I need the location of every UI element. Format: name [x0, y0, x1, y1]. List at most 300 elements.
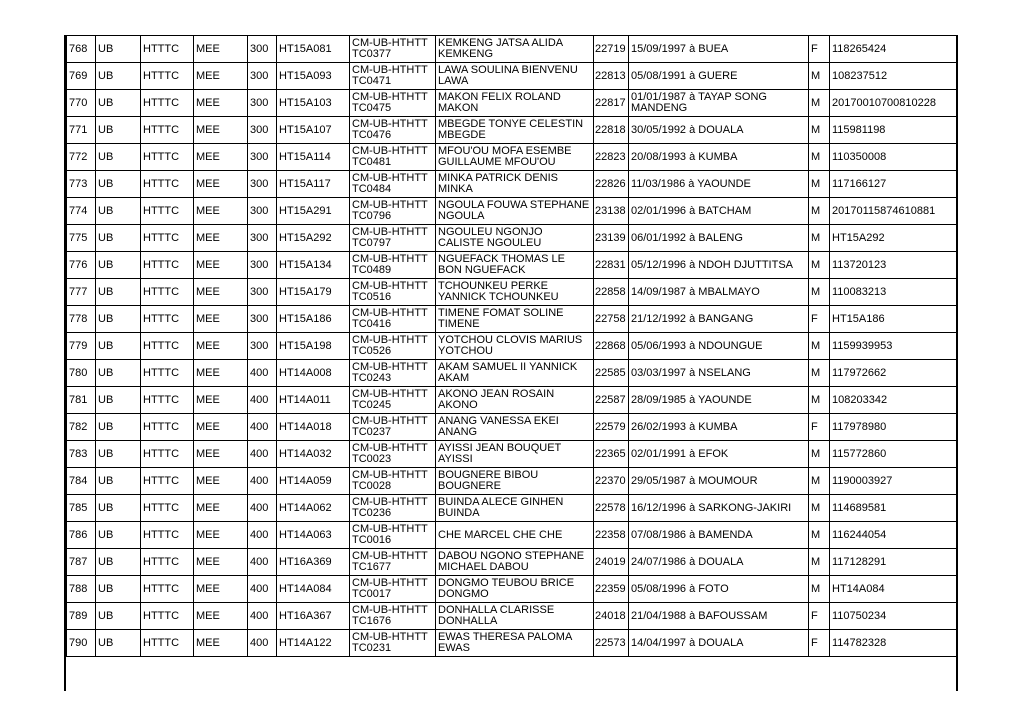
sex-cell: M [809, 198, 830, 225]
candidate-code-cell: CM-UB-HTHTTTC0245 [350, 387, 436, 414]
candidate-code-cell: CM-UB-HTHTTTC0016 [350, 522, 436, 549]
sex-cell: M [809, 360, 830, 387]
candidate-code-cell: CM-UB-HTHTTTC0476 [350, 117, 436, 144]
birth-date-place-cell: 05/08/1991 à GUERE [629, 63, 809, 90]
department-cell: MEE [194, 468, 248, 495]
number-cell: 22813 [594, 63, 629, 90]
university-cell: UB [96, 225, 141, 252]
birth-date-place-cell: 21/04/1988 à BAFOUSSAM [629, 603, 809, 630]
id-number-cell: 113720123 [830, 252, 957, 279]
birth-date-place-cell: 06/01/1992 à BALENG [629, 225, 809, 252]
sex-cell: M [809, 171, 830, 198]
id-number-cell: 110350008 [830, 144, 957, 171]
birth-date-place-cell: 05/08/1996 à FOTO [629, 576, 809, 603]
id-number-cell: 115772860 [830, 441, 957, 468]
university-cell: UB [96, 144, 141, 171]
full-name-cell: MINKA PATRICK DENIS MINKA [436, 171, 594, 198]
table-row [67, 441, 957, 468]
level-cell: 300 [248, 252, 277, 279]
department-cell: MEE [194, 333, 248, 360]
candidate-code-cell: CM-UB-HTHTTTC0484 [350, 171, 436, 198]
id-number-cell: 108237512 [830, 63, 957, 90]
full-name-cell: TIMENE FOMAT SOLINE TIMENE [436, 306, 594, 333]
table-row [67, 36, 957, 63]
birth-date-place-cell: 28/09/1985 à YAOUNDE [629, 387, 809, 414]
sex-cell: M [809, 441, 830, 468]
table-row [67, 576, 957, 603]
university-cell: UB [96, 441, 141, 468]
department-cell: MEE [194, 549, 248, 576]
level-cell: 300 [248, 198, 277, 225]
university-cell: UB [96, 198, 141, 225]
candidate-code-cell: CM-UB-HTHTTTC0028 [350, 468, 436, 495]
matricule-cell: HT15A107 [277, 117, 350, 144]
table-row [67, 549, 957, 576]
row-number-cell: 781 [67, 387, 96, 414]
matricule-cell: HT14A063 [277, 522, 350, 549]
candidate-code-cell: CM-UB-HTHTTTC0797 [350, 225, 436, 252]
row-number-cell: 789 [67, 603, 96, 630]
department-cell: MEE [194, 144, 248, 171]
number-cell: 22578 [594, 495, 629, 522]
candidate-code-cell: CM-UB-HTHTTTC0377 [350, 36, 436, 63]
department-cell: MEE [194, 252, 248, 279]
level-cell: 400 [248, 495, 277, 522]
department-cell: MEE [194, 576, 248, 603]
university-cell: UB [96, 171, 141, 198]
department-cell: MEE [194, 360, 248, 387]
school-cell: HTTTC [141, 171, 194, 198]
sex-cell: M [809, 522, 830, 549]
school-cell: HTTTC [141, 414, 194, 441]
department-cell: MEE [194, 387, 248, 414]
school-cell: HTTTC [141, 360, 194, 387]
id-number-cell: 115981198 [830, 117, 957, 144]
table-row [67, 387, 957, 414]
row-number-cell: 772 [67, 144, 96, 171]
level-cell: 300 [248, 306, 277, 333]
matricule-cell: HT14A122 [277, 630, 350, 657]
school-cell: HTTTC [141, 279, 194, 306]
full-name-cell: AKONO JEAN ROSAIN AKONO [436, 387, 594, 414]
row-number-cell: 779 [67, 333, 96, 360]
row-number-cell: 777 [67, 279, 96, 306]
full-name-cell: LAWA SOULINA BIENVENU LAWA [436, 63, 594, 90]
sex-cell: F [809, 603, 830, 630]
number-cell: 22826 [594, 171, 629, 198]
sex-cell: M [809, 468, 830, 495]
university-cell: UB [96, 63, 141, 90]
school-cell: HTTTC [141, 333, 194, 360]
level-cell: 300 [248, 225, 277, 252]
number-cell: 22823 [594, 144, 629, 171]
number-cell: 22758 [594, 306, 629, 333]
candidate-code-cell: CM-UB-HTHTTTC0236 [350, 495, 436, 522]
matricule-cell: HT15A291 [277, 198, 350, 225]
birth-date-place-cell: 14/04/1997 à DOUALA [629, 630, 809, 657]
number-cell: 23139 [594, 225, 629, 252]
table-row [67, 414, 957, 441]
school-cell: HTTTC [141, 90, 194, 117]
department-cell: MEE [194, 171, 248, 198]
sex-cell: F [809, 630, 830, 657]
school-cell: HTTTC [141, 549, 194, 576]
department-cell: MEE [194, 279, 248, 306]
id-number-cell: HT15A186 [830, 306, 957, 333]
number-cell: 22868 [594, 333, 629, 360]
birth-date-place-cell: 11/03/1986 à YAOUNDE [629, 171, 809, 198]
number-cell: 22579 [594, 414, 629, 441]
matricule-cell: HT14A008 [277, 360, 350, 387]
id-number-cell: 20170115874610881 [830, 198, 957, 225]
birth-date-place-cell: 01/01/1987 à TAYAP SONG MANDENG [629, 90, 809, 117]
number-cell: 22359 [594, 576, 629, 603]
matricule-cell: HT16A367 [277, 603, 350, 630]
table-row [67, 522, 957, 549]
table-body [67, 36, 957, 657]
table-row [67, 252, 957, 279]
id-number-cell: 116244054 [830, 522, 957, 549]
full-name-cell: NGOULA FOUWA STEPHANE NGOULA [436, 198, 594, 225]
id-number-cell: HT14A084 [830, 576, 957, 603]
full-name-cell: ANANG VANESSA EKEI ANANG [436, 414, 594, 441]
sex-cell: M [809, 63, 830, 90]
department-cell: MEE [194, 441, 248, 468]
id-number-cell: 117972662 [830, 360, 957, 387]
school-cell: HTTTC [141, 252, 194, 279]
level-cell: 400 [248, 468, 277, 495]
sex-cell: F [809, 306, 830, 333]
number-cell: 22831 [594, 252, 629, 279]
department-cell: MEE [194, 603, 248, 630]
department-cell: MEE [194, 63, 248, 90]
sex-cell: M [809, 576, 830, 603]
row-number-cell: 785 [67, 495, 96, 522]
level-cell: 400 [248, 630, 277, 657]
birth-date-place-cell: 15/09/1997 à BUEA [629, 36, 809, 63]
birth-date-place-cell: 20/08/1993 à KUMBA [629, 144, 809, 171]
matricule-cell: HT14A011 [277, 387, 350, 414]
department-cell: MEE [194, 90, 248, 117]
school-cell: HTTTC [141, 603, 194, 630]
university-cell: UB [96, 387, 141, 414]
full-name-cell: EWAS THERESA PALOMA EWAS [436, 630, 594, 657]
department-cell: MEE [194, 225, 248, 252]
table-row [67, 603, 957, 630]
university-cell: UB [96, 279, 141, 306]
table-row [67, 630, 957, 657]
level-cell: 300 [248, 333, 277, 360]
candidate-code-cell: CM-UB-HTHTTTC0796 [350, 198, 436, 225]
department-cell: MEE [194, 495, 248, 522]
full-name-cell: NGOULEU NGONJO CALISTE NGOULEU [436, 225, 594, 252]
level-cell: 300 [248, 144, 277, 171]
candidate-code-cell: CM-UB-HTHTTTC0489 [350, 252, 436, 279]
birth-date-place-cell: 30/05/1992 à DOUALA [629, 117, 809, 144]
number-cell: 22370 [594, 468, 629, 495]
department-cell: MEE [194, 36, 248, 63]
sex-cell: F [809, 414, 830, 441]
table-row [67, 225, 957, 252]
university-cell: UB [96, 36, 141, 63]
birth-date-place-cell: 29/05/1987 à MOUMOUR [629, 468, 809, 495]
full-name-cell: CHE MARCEL CHE CHE [436, 522, 594, 549]
school-cell: HTTTC [141, 63, 194, 90]
sex-cell: F [809, 36, 830, 63]
school-cell: HTTTC [141, 522, 194, 549]
row-number-cell: 774 [67, 198, 96, 225]
school-cell: HTTTC [141, 387, 194, 414]
full-name-cell: AYISSI JEAN BOUQUET AYISSI [436, 441, 594, 468]
birth-date-place-cell: 16/12/1996 à SARKONG-JAKIRI [629, 495, 809, 522]
matricule-cell: HT14A062 [277, 495, 350, 522]
row-number-cell: 773 [67, 171, 96, 198]
department-cell: MEE [194, 414, 248, 441]
level-cell: 400 [248, 441, 277, 468]
number-cell: 22817 [594, 90, 629, 117]
birth-date-place-cell: 03/03/1997 à NSELANG [629, 360, 809, 387]
table-row [67, 468, 957, 495]
sex-cell: M [809, 225, 830, 252]
university-cell: UB [96, 414, 141, 441]
birth-date-place-cell: 21/12/1992 à BANGANG [629, 306, 809, 333]
row-number-cell: 784 [67, 468, 96, 495]
number-cell: 23138 [594, 198, 629, 225]
sex-cell: M [809, 252, 830, 279]
university-cell: UB [96, 603, 141, 630]
birth-date-place-cell: 24/07/1986 à DOUALA [629, 549, 809, 576]
birth-date-place-cell: 07/08/1986 à BAMENDA [629, 522, 809, 549]
school-cell: HTTTC [141, 225, 194, 252]
number-cell: 22573 [594, 630, 629, 657]
candidate-code-cell: CM-UB-HTHTTTC0231 [350, 630, 436, 657]
matricule-cell: HT15A093 [277, 63, 350, 90]
table-row [67, 144, 957, 171]
full-name-cell: DONGMO TEUBOU BRICE DONGMO [436, 576, 594, 603]
level-cell: 400 [248, 576, 277, 603]
university-cell: UB [96, 360, 141, 387]
full-name-cell: MFOU'OU MOFA ESEMBE GUILLAUME MFOU'OU [436, 144, 594, 171]
full-name-cell: NGUEFACK THOMAS LE BON NGUEFACK [436, 252, 594, 279]
matricule-cell: HT15A198 [277, 333, 350, 360]
full-name-cell: AKAM SAMUEL II YANNICK AKAM [436, 360, 594, 387]
school-cell: HTTTC [141, 495, 194, 522]
sex-cell: M [809, 90, 830, 117]
row-number-cell: 790 [67, 630, 96, 657]
level-cell: 300 [248, 279, 277, 306]
student-list-table [66, 35, 957, 657]
id-number-cell: 1159939953 [830, 333, 957, 360]
row-number-cell: 776 [67, 252, 96, 279]
school-cell: HTTTC [141, 36, 194, 63]
school-cell: HTTTC [141, 441, 194, 468]
birth-date-place-cell: 02/01/1996 à BATCHAM [629, 198, 809, 225]
sex-cell: M [809, 549, 830, 576]
candidate-code-cell: CM-UB-HTHTTTC0471 [350, 63, 436, 90]
matricule-cell: HT15A134 [277, 252, 350, 279]
number-cell: 22587 [594, 387, 629, 414]
table-row [67, 306, 957, 333]
matricule-cell: HT15A081 [277, 36, 350, 63]
level-cell: 400 [248, 522, 277, 549]
university-cell: UB [96, 468, 141, 495]
number-cell: 22818 [594, 117, 629, 144]
level-cell: 300 [248, 36, 277, 63]
candidate-code-cell: CM-UB-HTHTTTC1677 [350, 549, 436, 576]
row-number-cell: 782 [67, 414, 96, 441]
table-row [67, 63, 957, 90]
sex-cell: M [809, 117, 830, 144]
full-name-cell: DONHALLA CLARISSE DONHALLA [436, 603, 594, 630]
row-number-cell: 780 [67, 360, 96, 387]
candidate-code-cell: CM-UB-HTHTTTC1676 [350, 603, 436, 630]
level-cell: 300 [248, 63, 277, 90]
id-number-cell: 110083213 [830, 279, 957, 306]
id-number-cell: 114782328 [830, 630, 957, 657]
id-number-cell: 118265424 [830, 36, 957, 63]
full-name-cell: YOTCHOU CLOVIS MARIUS YOTCHOU [436, 333, 594, 360]
row-number-cell: 778 [67, 306, 96, 333]
level-cell: 400 [248, 387, 277, 414]
id-number-cell: 117978980 [830, 414, 957, 441]
full-name-cell: KEMKENG JATSA ALIDA KEMKENG [436, 36, 594, 63]
matricule-cell: HT14A032 [277, 441, 350, 468]
university-cell: UB [96, 306, 141, 333]
school-cell: HTTTC [141, 630, 194, 657]
id-number-cell: 117128291 [830, 549, 957, 576]
department-cell: MEE [194, 522, 248, 549]
matricule-cell: HT14A084 [277, 576, 350, 603]
matricule-cell: HT15A179 [277, 279, 350, 306]
full-name-cell: DABOU NGONO STEPHANE MICHAEL DABOU [436, 549, 594, 576]
candidate-code-cell: CM-UB-HTHTTTC0237 [350, 414, 436, 441]
full-name-cell: BOUGNERE BIBOU BOUGNERE [436, 468, 594, 495]
id-number-cell: 114689581 [830, 495, 957, 522]
row-number-cell: 788 [67, 576, 96, 603]
matricule-cell: HT15A292 [277, 225, 350, 252]
university-cell: UB [96, 549, 141, 576]
row-number-cell: 783 [67, 441, 96, 468]
level-cell: 400 [248, 414, 277, 441]
university-cell: UB [96, 495, 141, 522]
number-cell: 24019 [594, 549, 629, 576]
id-number-cell: 20170010700810228 [830, 90, 957, 117]
matricule-cell: HT15A114 [277, 144, 350, 171]
university-cell: UB [96, 252, 141, 279]
full-name-cell: BUINDA ALECE GINHEN BUINDA [436, 495, 594, 522]
university-cell: UB [96, 576, 141, 603]
matricule-cell: HT14A018 [277, 414, 350, 441]
row-number-cell: 775 [67, 225, 96, 252]
level-cell: 300 [248, 117, 277, 144]
sex-cell: M [809, 144, 830, 171]
birth-date-place-cell: 05/06/1993 à NDOUNGUE [629, 333, 809, 360]
department-cell: MEE [194, 630, 248, 657]
table-row [67, 495, 957, 522]
university-cell: UB [96, 90, 141, 117]
university-cell: UB [96, 630, 141, 657]
number-cell: 22858 [594, 279, 629, 306]
id-number-cell: 108203342 [830, 387, 957, 414]
row-number-cell: 771 [67, 117, 96, 144]
full-name-cell: MAKON FELIX ROLAND MAKON [436, 90, 594, 117]
school-cell: HTTTC [141, 117, 194, 144]
full-name-cell: MBEGDE TONYE CELESTIN MBEGDE [436, 117, 594, 144]
level-cell: 300 [248, 171, 277, 198]
table-row [67, 117, 957, 144]
full-name-cell: TCHOUNKEU PERKE YANNICK TCHOUNKEU [436, 279, 594, 306]
row-number-cell: 787 [67, 549, 96, 576]
level-cell: 400 [248, 360, 277, 387]
id-number-cell: 110750234 [830, 603, 957, 630]
table-row [67, 171, 957, 198]
matricule-cell: HT14A059 [277, 468, 350, 495]
candidate-code-cell: CM-UB-HTHTTTC0481 [350, 144, 436, 171]
row-number-cell: 768 [67, 36, 96, 63]
row-number-cell: 769 [67, 63, 96, 90]
matricule-cell: HT16A369 [277, 549, 350, 576]
university-cell: UB [96, 117, 141, 144]
level-cell: 400 [248, 549, 277, 576]
candidate-code-cell: CM-UB-HTHTTTC0516 [350, 279, 436, 306]
sex-cell: M [809, 279, 830, 306]
number-cell: 24018 [594, 603, 629, 630]
university-cell: UB [96, 333, 141, 360]
matricule-cell: HT15A186 [277, 306, 350, 333]
department-cell: MEE [194, 306, 248, 333]
number-cell: 22585 [594, 360, 629, 387]
candidate-code-cell: CM-UB-HTHTTTC0023 [350, 441, 436, 468]
id-number-cell: HT15A292 [830, 225, 957, 252]
sex-cell: M [809, 387, 830, 414]
table-row [67, 90, 957, 117]
level-cell: 400 [248, 603, 277, 630]
candidate-code-cell: CM-UB-HTHTTTC0526 [350, 333, 436, 360]
table-row [67, 360, 957, 387]
department-cell: MEE [194, 117, 248, 144]
candidate-code-cell: CM-UB-HTHTTTC0416 [350, 306, 436, 333]
level-cell: 300 [248, 90, 277, 117]
sex-cell: M [809, 333, 830, 360]
candidate-code-cell: CM-UB-HTHTTTC0475 [350, 90, 436, 117]
department-cell: MEE [194, 198, 248, 225]
school-cell: HTTTC [141, 306, 194, 333]
number-cell: 22719 [594, 36, 629, 63]
candidate-code-cell: CM-UB-HTHTTTC0243 [350, 360, 436, 387]
birth-date-place-cell: 26/02/1993 à KUMBA [629, 414, 809, 441]
birth-date-place-cell: 14/09/1987 à MBALMAYO [629, 279, 809, 306]
sex-cell: M [809, 495, 830, 522]
row-number-cell: 786 [67, 522, 96, 549]
matricule-cell: HT15A103 [277, 90, 350, 117]
candidate-code-cell: CM-UB-HTHTTTC0017 [350, 576, 436, 603]
table-row [67, 279, 957, 306]
row-number-cell: 770 [67, 90, 96, 117]
id-number-cell: 1190003927 [830, 468, 957, 495]
table-row [67, 198, 957, 225]
birth-date-place-cell: 05/12/1996 à NDOH DJUTTITSA [629, 252, 809, 279]
university-cell: UB [96, 522, 141, 549]
school-cell: HTTTC [141, 576, 194, 603]
number-cell: 22365 [594, 441, 629, 468]
matricule-cell: HT15A117 [277, 171, 350, 198]
number-cell: 22358 [594, 522, 629, 549]
school-cell: HTTTC [141, 468, 194, 495]
table-row [67, 333, 957, 360]
id-number-cell: 117166127 [830, 171, 957, 198]
birth-date-place-cell: 02/01/1991 à EFOK [629, 441, 809, 468]
school-cell: HTTTC [141, 144, 194, 171]
